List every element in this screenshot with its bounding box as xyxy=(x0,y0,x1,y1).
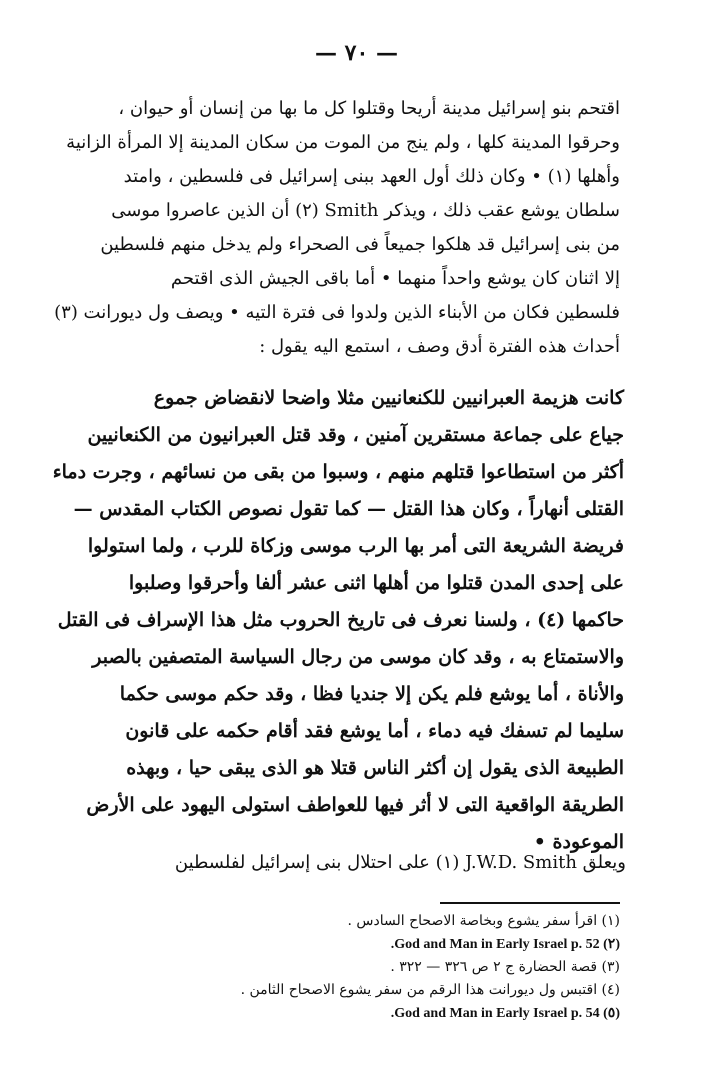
quoted-passage xyxy=(52,380,624,861)
intro-line: فلسطين فكان من الأبناء الذين ولدوا فى فترة التيه • ويصف ول ديورانت (٣) xyxy=(54,302,620,323)
quote-line: القتلى أنهاراً ، وكان هذا القتل — كما تقول نصوص الكتاب المقدس — xyxy=(73,498,624,520)
quote-line: كانت هزيمة العبرانيين للكنعانيين مثلا واضحا لانقضاض جموع xyxy=(153,387,624,409)
footnote-1: (١) اقرأ سفر يشوع وبخاصة الاصحاح السادس . xyxy=(347,913,620,929)
quote-line: جياع على جماعة مستقرين آمنين ، وقد قتل العبرانيون من الكنعانيين xyxy=(87,424,624,446)
intro-line: إلا اثنان كان يوشع واحداً منهما • أما باقى الجيش الذى اقتحم xyxy=(170,268,620,289)
quote-line: فريضة الشريعة التى أمر بها الرب موسى وزكاة للرب ، ولما استولوا xyxy=(87,535,624,557)
quote-line: الطبيعة الذى يقول إن أكثر الناس قتلا هو الذى يبقى حيا ، وبهذه xyxy=(126,757,624,779)
quote-line: والاستمتاع به ، وقد كان موسى من رجال السياسة المتصفين بالصبر xyxy=(92,646,624,668)
footnote-divider xyxy=(440,902,620,904)
quote-line: على إحدى المدن قتلوا من أهلها اثنى عشر ألفا وأحرقوا وصلبوا xyxy=(128,572,624,594)
quote-line: الطريقة الواقعية التى لا أثر فيها للعواطف استولى اليهود على الأرض xyxy=(86,794,624,816)
footnote-4: (٤) اقتبس ول ديورانت هذا الرقم من سفر يشوع الاصحاح الثامن . xyxy=(240,982,620,998)
quote-line: حاكمها (٤) ، ولسنا نعرف فى تاريخ الحروب مثل هذا الإسراف فى القتل xyxy=(57,609,624,631)
intro-line: وحرقوا المدينة كلها ، ولم ينج من الموت من سكان المدينة إلا المرأة الزانية xyxy=(66,132,620,153)
page-number: — ٧٠ — xyxy=(315,40,398,66)
quote-line-underlined: والأناة ، أما يوشع فلم يكن إلا جنديا فظا ، وقد حكم موسى حكما xyxy=(119,683,624,705)
footnote-2: (٢) God and Man in Early Israel p. 52. xyxy=(390,937,620,952)
intro-line: سلطان يوشع عقب ذلك ، ويذكر Smith (٢) أن الذين عاصروا موسى xyxy=(111,200,620,221)
quote-line: سليما لم تسفك فيه دماء ، أما يوشع فقد أقام حكمه على قانون xyxy=(125,720,624,742)
footnotes xyxy=(240,910,620,1025)
intro-line: اقتحم بنو إسرائيل مدينة أريحا وقتلوا كل ما بها من إنسان أو حيوان ، xyxy=(118,98,620,119)
quote-line: أكثر من استطاعوا قتلهم منهم ، وسبوا من بقى من نسائهم ، وجرت دماء xyxy=(52,461,624,483)
intro-paragraph xyxy=(54,92,620,364)
intro-line: أحداث هذه الفترة أدق وصف ، استمع اليه يقول : xyxy=(259,336,620,357)
footnote-5: (٥) God and Man in Early Israel p. 54. xyxy=(390,1006,620,1021)
intro-line: من بنى إسرائيل قد هلكوا جميعاً فى الصحراء ولم يدخل منهم فلسطين xyxy=(100,234,620,255)
intro-line: وأهلها (١) • وكان ذلك أول العهد ببنى إسرائيل فى فلسطين ، وامتد xyxy=(123,166,620,187)
quote-line: الموعودة • xyxy=(533,831,624,853)
lead-in-line: ويعلق J.W.D. Smith (١) على احتلال بنى إسرائيل لفلسطين xyxy=(174,852,626,873)
footnote-3: (٣) قصة الحضارة ج ٢ ص ٣٢٦ — ٣٢٢ . xyxy=(390,959,620,975)
